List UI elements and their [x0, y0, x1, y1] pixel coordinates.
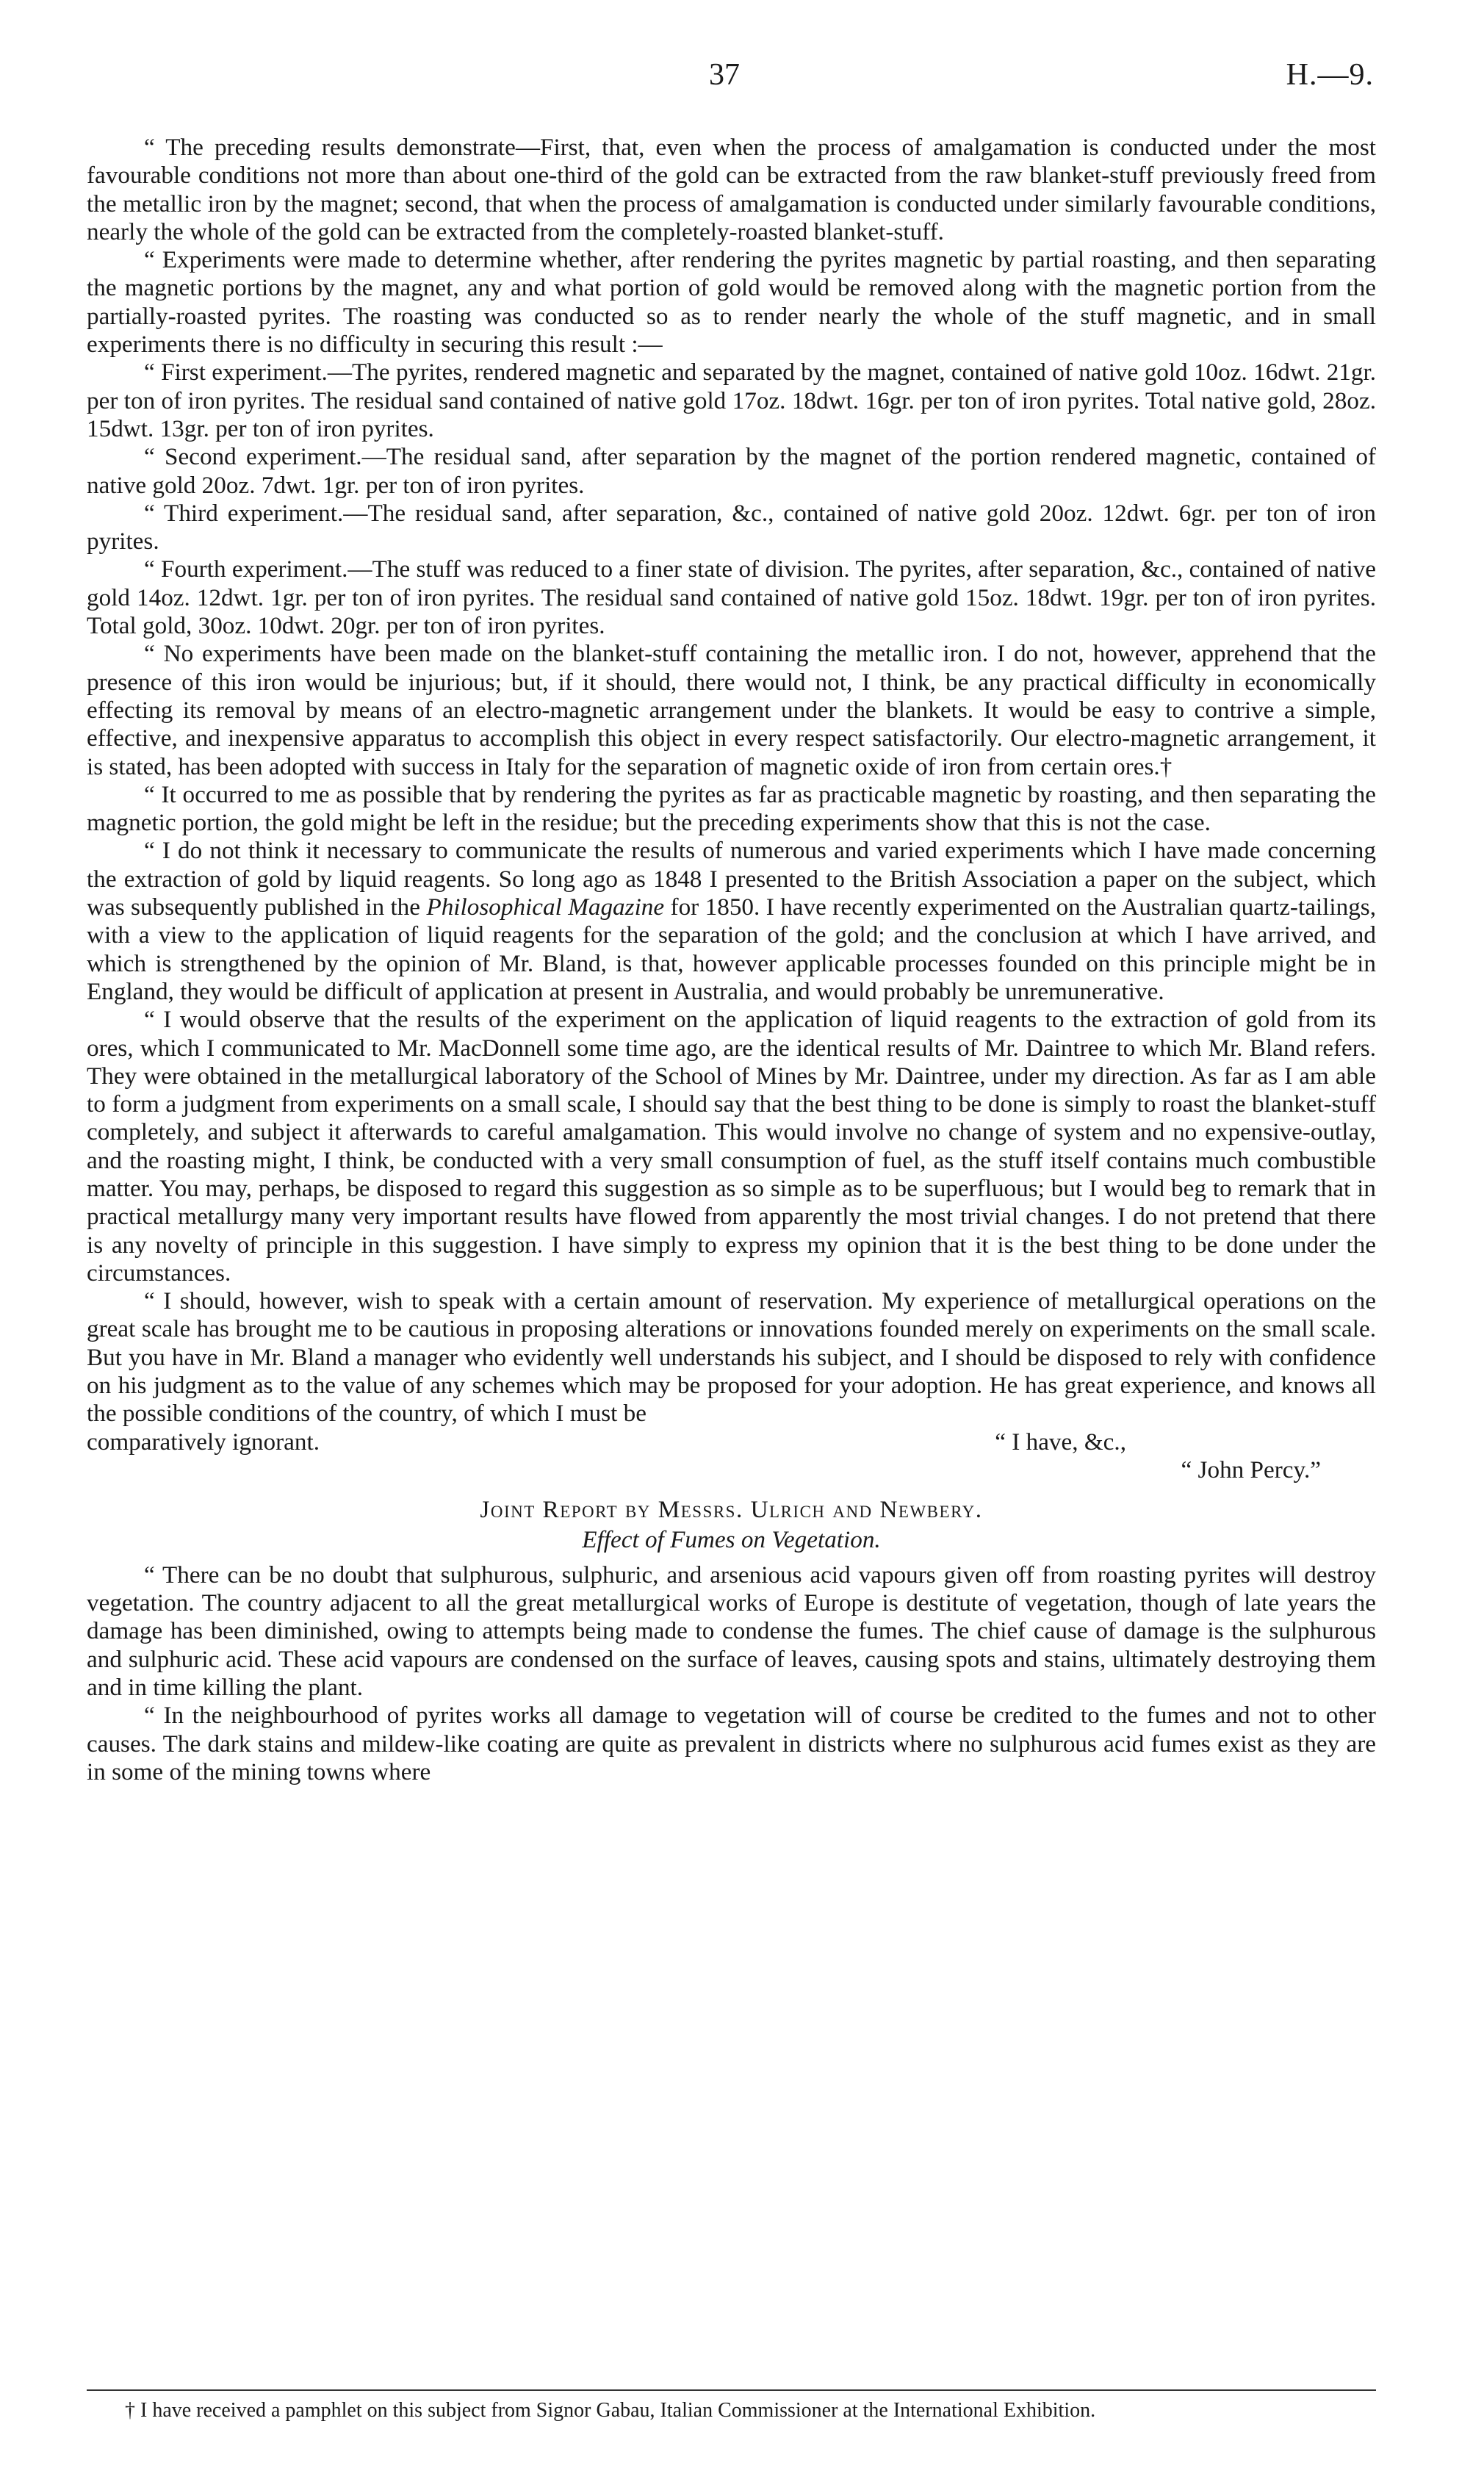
main-text — [87, 134, 1376, 1786]
footnote-divider — [87, 2389, 1376, 2391]
paragraph: “ Second experiment.—The residual sand, after separation by the magnet of the portion rendered magnetic, contained of native gold 20oz. 7dwt. 1gr. per ton of iron pyrites. — [87, 443, 1376, 499]
journal-title: Philosophical Magazine — [426, 893, 665, 921]
paragraph: “ No experiments have been made on the blanket-stuff containing the metallic iron. I do not, however, apprehend that the presence of this iron would be injurious; but, if it should, there would not, I think, be any practical difficulty in economically effecting its removal by means of an electro-magnetic arrangement under the blankets. It would be easy to contrive a simple, effective, and inexpensive apparatus to accomplish this object in every respect satisfactorily. Our electro-magnetic arrangement, it is stated, has been adopted with success in Italy for the separation of magnetic oxide of iron from certain ores.† — [87, 640, 1376, 780]
paragraph: “ First experiment.—The pyrites, rendered magnetic and separated by the magnet, contained of native gold 10oz. 16dwt. 21gr. per ton of iron pyrites. The residual sand contained of native gold 17oz. 18dwt. 16gr. per ton of iron pyrites. Total native gold, 28oz. 15dwt. 13gr. per ton of iron pyrites. — [87, 359, 1376, 442]
paragraph: “ It occurred to me as possible that by rendering the pyrites as far as practicable magnetic by roasting, and then separating the magnetic portion, the gold might be left in the residue; but the preceding experiments show that this is not the case. — [87, 780, 1376, 837]
page-header — [0, 57, 1484, 101]
paragraph-text: “ I do not think it necessary to communicate the results of numerous and varied experiments which I have made concerning the extraction of gold by liquid reagents. So long ago as 1848 I presented to the British Association a paper on the subject, which was subsequently published in the — [87, 837, 1376, 921]
paragraph: “ The preceding results demonstrate—First, that, even when the process of amalgamation is conducted under the most favourable conditions not more than about one-third of the gold can be extracted from the raw blanket-stuff previously freed from the metallic iron by the magnet; second, that when the process of amalgamation is conducted under similarly favourable conditions, nearly the whole of the gold can be extracted from the completely-roasted blanket-stuff. — [87, 134, 1376, 245]
footnote: † I have received a pamphlet on this subject from Signor Gabau, Italian Commissioner at the International Exhibition. — [125, 2399, 1096, 2422]
signature: “ John Percy.” — [1181, 1456, 1321, 1483]
paragraph-text: for 1850. I have recently experimented on the Australian quartz-tailings, with a view to the application of liquid reagents for the separation of the gold; and the conclusion at which I have arrived, and which is strengthened by the opinion of Mr. Bland, is that, however applicable processes founded on this principle might be in England, they would be difficult of application at present in Australia, and would probably be unremunerative. — [87, 893, 1376, 1005]
page-number: 37 — [709, 58, 740, 92]
document-code: H.—9. — [1286, 58, 1374, 92]
section-subheading: Effect of Fumes on Vegetation. — [582, 1525, 881, 1553]
paragraph: “ Experiments were made to determine whether, after rendering the pyrites magnetic by partial roasting, and then separating the magnetic portions by the magnet, any and what portion of gold would be removed along with the magnetic portion from the partially-roasted pyrites. The roasting was conducted so as to render nearly the whole of the stuff magnetic, and in small experiments there is no difficulty in securing this result :— — [87, 246, 1376, 359]
paragraph-liquid-reagents — [87, 837, 1376, 1006]
section-heading: Joint Report by Messrs. Ulrich and Newbery. — [480, 1496, 983, 1524]
paragraph: “ There can be no doubt that sulphurous, sulphuric, and arsenious acid vapours given off from roasting pyrites will destroy vegetation. The country adjacent to all the great metallurgical works of Europe is destitute of vegetation, though of late years the damage has been diminished, owing to attempts being made to condense the fumes. The chief cause of damage is the sulphurous and sulphuric acid. These acid vapours are condensed on the surface of leaves, causing spots and stains, ultimately destroying them and in time killing the plant. — [87, 1561, 1376, 1702]
paragraph: “ I should, however, wish to speak with a certain amount of reservation. My experience of metallurgical operations on the great scale has brought me to be cautious in proposing alterations or innovations founded merely on experiments on the small scale. But you have in Mr. Bland a manager who evidently well understands his subject, and I should be disposed to rely with confidence on his judgment as to the value of any schemes which may be proposed for your adoption. He has great experience, and knows all the possible conditions of the country, of which I must be — [87, 1287, 1376, 1428]
paragraph: “ Fourth experiment.—The stuff was reduced to a finer state of division. The pyrites, after separation, &c., contained of native gold 14oz. 12dwt. 1gr. per ton of iron pyrites. The residual sand contained of native gold 15oz. 18dwt. 19gr. per ton of iron pyrites. Total gold, 30oz. 10dwt. 20gr. per ton of iron pyrites. — [87, 555, 1376, 640]
paragraph: “ Third experiment.—The residual sand, after separation, &c., contained of native gold 20oz. 12dwt. 6gr. per ton of iron pyrites. — [87, 499, 1376, 555]
valediction: “ I have, &c., — [995, 1428, 1126, 1456]
signoff-text: comparatively ignorant. — [87, 1428, 320, 1456]
letter-signoff — [87, 1428, 1376, 1456]
paragraph: “ I would observe that the results of the experiment on the application of liquid reagents to the extraction of gold from its ores, which I communicated to Mr. MacDonnell some time ago, are the identical results of Mr. Daintree to which Mr. Bland refers. They were obtained in the metallurgical laboratory of the School of Mines by Mr. Daintree, under my direction. As far as I am able to form a judgment from experiments on a small scale, I should say that the best thing to be done is simply to roast the blanket-stuff completely, and subject it afterwards to careful amalgamation. This would involve no change of system and no expensive-outlay, and the roasting might, I think, be conducted with a very small consumption of fuel, as the stuff itself contains much combustible matter. You may, perhaps, be disposed to regard this suggestion as so simple as to be superfluous; but I would beg to remark that in practical metallurgy many very important results have flowed from apparently the most trivial changes. I do not pretend that there is any novelty of principle in this suggestion. I have simply to express my opinion that it is the best thing to be done under the circumstances. — [87, 1006, 1376, 1287]
paragraph: “ In the neighbourhood of pyrites works all damage to vegetation will of course be credited to the fumes and not to other causes. The dark stains and mildew-like coating are quite as prevalent in districts where no sulphurous acid fumes exist as they are in some of the mining towns where — [87, 1702, 1376, 1785]
